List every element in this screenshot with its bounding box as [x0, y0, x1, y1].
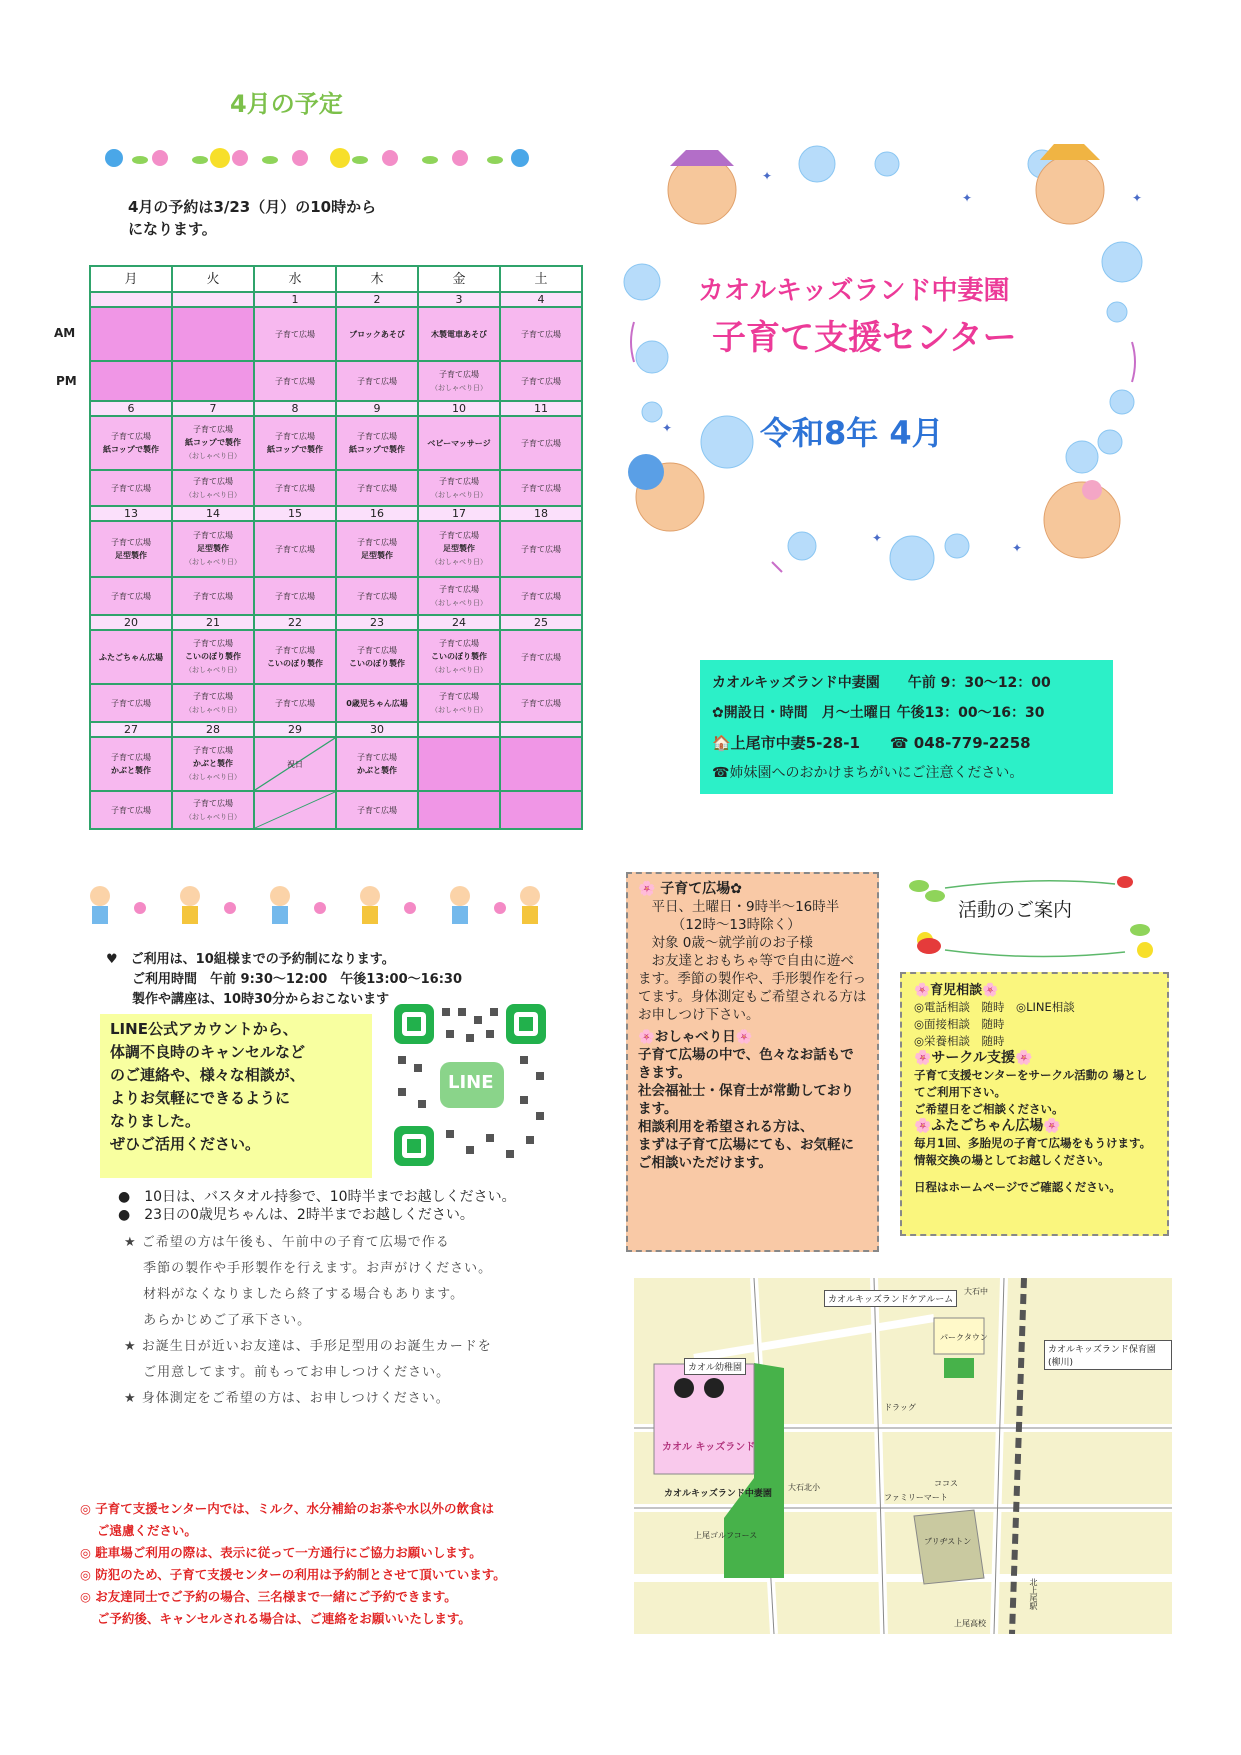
pm-slot: 子育て広場: [336, 470, 418, 506]
pm-slot: [418, 791, 500, 829]
svg-text:✦: ✦: [662, 421, 673, 435]
am-slot: 子育て広場: [500, 630, 582, 684]
red-notes: ◎ 子育て支援センター内では、ミルク、水分補給のお茶や水以外の飲食は ご遠慮ください。 ◎ 駐車場ご利用の際は、表示に従って一方通行にご協力お願いします。 ◎ 防犯のため、子育て支援センターの利用は予約制とさせて頂いています。 ◎ お友達同士でご予約の場合、三名様まで一緒にご予約できます。 ご予約後、キャンセルされる場合は、ご連絡をお願いいたします。: [80, 1501, 506, 1626]
map-label: カオルキッズランド中妻園: [664, 1489, 772, 1499]
date-cell: 28: [172, 722, 254, 737]
pm-slot: 0歳児ちゃん広場: [336, 684, 418, 722]
map-label: 上尾ゴルフコース: [694, 1531, 758, 1540]
usage-info: ♥ ご利用は、10組様までの予約制になります。 ご利用時間 午前 9:30～12:00 午後13:00～16:30 製作や講座は、10時30分からおこないます: [106, 952, 463, 1007]
weekday-tue: 火: [172, 266, 254, 292]
pm-slot: 子育て広場: [254, 361, 336, 401]
pm-slot: [90, 361, 172, 401]
svg-text:✦: ✦: [962, 191, 973, 205]
am-slot: 子育て広場 紙コップで製作 （おしゃべり日）: [172, 416, 254, 470]
pm-slot: 子育て広場 （おしゃべり日）: [418, 684, 500, 722]
pm-slot: 子育て広場 （おしゃべり日）: [418, 577, 500, 615]
svg-text:✦: ✦: [1012, 541, 1023, 555]
date-cell: 6: [90, 401, 172, 416]
date-cell: 8: [254, 401, 336, 416]
date-cell: 15: [254, 506, 336, 521]
date-cell: 23: [336, 615, 418, 630]
am-slot: 子育て広場 こいのぼり製作: [254, 630, 336, 684]
weekday-mon: 月: [90, 266, 172, 292]
svg-text:✦: ✦: [1132, 191, 1143, 205]
pm-slot: 子育て広場 （おしゃべり日）: [418, 470, 500, 506]
holiday-cell: [254, 791, 336, 829]
am-slot: 子育て広場 こいのぼり製作 （おしゃべり日）: [172, 630, 254, 684]
am-slot: 子育て広場: [254, 307, 336, 361]
date-cell: 13: [90, 506, 172, 521]
am-slot: 子育て広場 かぶと製作 （おしゃべり日）: [172, 737, 254, 791]
am-slot: 子育て広場 紙コップで製作: [254, 416, 336, 470]
star-notes: ★ ご希望の方は午後も、午前中の子育て広場で作る 季節の製作や手形製作を行えます。お声がけください。 材料がなくなりましたら終了する場合もあります。 あらかじめご了承下さい。 ★ お誕生日が近いお友達は、手形足型用のお誕生カードを ご用意してます。前もってお申しつけください。 ★ 身体測定をご希望の方は、お申しつけください。: [124, 1235, 493, 1406]
date-cell: [418, 722, 500, 737]
line-qr-code[interactable]: [390, 1000, 550, 1172]
contact-info-box: カオルキッズランド中妻園 午前 9：30～12：00 ✿開設日・時間 月～土曜日 午後13：00～16：30 🏠上尾市中妻5-28-1 ☎ 048-779-2258 ☎姉妹園へのおかけまちがいにご注意ください。: [700, 660, 1113, 794]
date-cell: 27: [90, 722, 172, 737]
map-label: 北上尾駅: [1029, 1578, 1038, 1610]
date-cell: 21: [172, 615, 254, 630]
date-cell: 17: [418, 506, 500, 521]
pm-slot: 子育て広場: [172, 577, 254, 615]
flower-garland: [100, 138, 530, 178]
am-label: AM: [54, 326, 76, 340]
date-cell: 18: [500, 506, 582, 521]
date-cell: 16: [336, 506, 418, 521]
pm-slot: 子育て広場: [90, 791, 172, 829]
date-cell: 25: [500, 615, 582, 630]
page-title: 4月の予定: [230, 90, 343, 118]
date-cell: [90, 292, 172, 307]
am-slot: 子育て広場 足型製作 （おしゃべり日）: [418, 521, 500, 577]
activity-guide-title: 活動のご案内: [958, 899, 1073, 921]
date-cell: 20: [90, 615, 172, 630]
pm-slot: [172, 361, 254, 401]
pm-slot: 子育て広場: [500, 470, 582, 506]
am-slot: 子育て広場 足型製作 （おしゃべり日）: [172, 521, 254, 577]
am-slot: 子育て広場 紙コップで製作: [90, 416, 172, 470]
date-cell: [172, 292, 254, 307]
am-slot: ベビーマッサージ: [418, 416, 500, 470]
weekday-fri: 金: [418, 266, 500, 292]
map-label: 上尾高校: [954, 1619, 986, 1628]
map-label: 大石中: [964, 1287, 988, 1296]
date-cell: 10: [418, 401, 500, 416]
date-cell: 9: [336, 401, 418, 416]
center-title-card: [622, 142, 1144, 582]
am-slot: 子育て広場: [500, 416, 582, 470]
map-label: ドラッグ: [884, 1403, 916, 1412]
map-label: ファミリーマート: [884, 1493, 948, 1502]
am-slot: 子育て広場: [500, 521, 582, 577]
pm-slot: 子育て広場: [254, 684, 336, 722]
date-cell: 29: [254, 722, 336, 737]
date-cell: 2: [336, 292, 418, 307]
am-slot: 子育て広場 足型製作: [90, 521, 172, 577]
reservation-notice: 4月の予約は3/23（月）の10時から になります。: [128, 198, 377, 238]
date-cell: 4: [500, 292, 582, 307]
kids-garland: [80, 878, 550, 932]
pm-slot: 子育て広場: [90, 470, 172, 506]
date-cell: 7: [172, 401, 254, 416]
map-label: 大石北小: [788, 1483, 820, 1492]
map-label: ココス: [934, 1479, 958, 1488]
weekday-thu: 木: [336, 266, 418, 292]
am-slot: ふたごちゃん広場: [90, 630, 172, 684]
am-slot: 子育て広場: [500, 307, 582, 361]
am-slot: 子育て広場 こいのぼり製作 （おしゃべり日）: [418, 630, 500, 684]
date-cell: 14: [172, 506, 254, 521]
date-cell: 24: [418, 615, 500, 630]
pm-slot: 子育て広場: [254, 577, 336, 615]
pm-slot: 子育て広場 （おしゃべり日）: [418, 361, 500, 401]
svg-text:✦: ✦: [762, 169, 773, 183]
am-slot: 子育て広場 紙コップで製作: [336, 416, 418, 470]
date-cell: 30: [336, 722, 418, 737]
date-cell: 22: [254, 615, 336, 630]
line-logo-text: LINE: [448, 1072, 494, 1093]
card-month: 令和8年 4月: [760, 414, 944, 452]
pm-label: PM: [56, 374, 77, 388]
weekday-wed: 水: [254, 266, 336, 292]
card-nursery-name: カオルキッズランド中妻園: [698, 276, 1010, 306]
access-map[interactable]: [634, 1278, 1172, 1634]
pm-slot: 子育て広場: [336, 577, 418, 615]
date-cell: 11: [500, 401, 582, 416]
pm-slot: [500, 791, 582, 829]
map-label: カオル幼稚園: [684, 1358, 746, 1375]
map-label: カオル キッズランド: [662, 1442, 756, 1453]
pm-slot: 子育て広場: [336, 361, 418, 401]
line-account-notice: LINE公式アカウントから、 体調不良時のキャンセルなど のご連絡や、様々な相談が、 よりお気軽にできるように なりました。 ぜひご活用ください。: [100, 1014, 372, 1178]
am-slot: [172, 307, 254, 361]
pm-slot: 子育て広場 （おしゃべり日）: [172, 470, 254, 506]
am-slot: [500, 737, 582, 791]
svg-text:✦: ✦: [872, 531, 883, 545]
map-label: カオルキッズランドケアルーム: [824, 1290, 957, 1307]
weekday-sat: 土: [500, 266, 582, 292]
holiday-cell: 祝日: [254, 737, 336, 791]
kosodate-hiroba-box: 🌸 子育て広場✿ 平日、土曜日・9時半～16時半 （12時～13時除く） 対象 0歳～就学前のお子様 お友達とおもちゃ等で自由に遊べます。季節の製作や、手形製作を行ってます。身体測定もご希望される方はお申しつけ下さい。 🌸おしゃべり日🌸 子育て広場の中で、色々なお話もできます。 社会福祉士・保育士が常勤しております。 相談利用を希望される方は、 まずは子育て広場にても、お気軽にご相談いただけます。: [626, 872, 879, 1252]
am-slot: [90, 307, 172, 361]
am-slot: 子育て広場 こいのぼり製作: [336, 630, 418, 684]
pm-slot: 子育て広場: [254, 470, 336, 506]
date-cell: 1: [254, 292, 336, 307]
pm-slot: 子育て広場: [90, 684, 172, 722]
pm-slot: 子育て広場: [90, 577, 172, 615]
pm-slot: 子育て広場: [500, 577, 582, 615]
map-label: ブリヂストン: [924, 1537, 972, 1546]
bullet-notes: ● 10日は、バスタオル持参で、10時半までお越しください。 ● 23日の0歳児ちゃんは、2時半までお越しください。: [118, 1189, 516, 1223]
am-slot: ブロックあそび: [336, 307, 418, 361]
card-center-name: 子育て支援センター: [712, 318, 1017, 358]
am-slot: 子育て広場 かぶと製作: [336, 737, 418, 791]
am-slot: 木製電車あそび: [418, 307, 500, 361]
pm-slot: 子育て広場 （おしゃべり日）: [172, 684, 254, 722]
pm-slot: 子育て広場: [500, 361, 582, 401]
map-label: パークタウン: [940, 1333, 988, 1342]
consultation-box: 🌸育児相談🌸 ◎電話相談 随時 ◎LINE相談 ◎面接相談 随時 ◎栄養相談 随時 🌸サークル支援🌸 子育て支援センターをサークル活動の 場としてご利用下さい。 ご希望日をご相談ください。 🌸ふたごちゃん広場🌸 毎月1回、多胎児の子育て広場をもうけます。情報交換の場としてお越しください。 日程はホームページでご確認ください。: [900, 972, 1169, 1236]
april-calendar: [89, 265, 583, 830]
date-cell: 3: [418, 292, 500, 307]
date-cell: [500, 722, 582, 737]
pm-slot: 子育て広場 （おしゃべり日）: [172, 791, 254, 829]
am-slot: [418, 737, 500, 791]
map-label: カオルキッズランド保育園(柳川): [1044, 1340, 1172, 1370]
pm-slot: 子育て広場: [500, 684, 582, 722]
am-slot: 子育て広場 足型製作: [336, 521, 418, 577]
pm-slot: 子育て広場: [336, 791, 418, 829]
am-slot: 子育て広場: [254, 521, 336, 577]
am-slot: 子育て広場 かぶと製作: [90, 737, 172, 791]
